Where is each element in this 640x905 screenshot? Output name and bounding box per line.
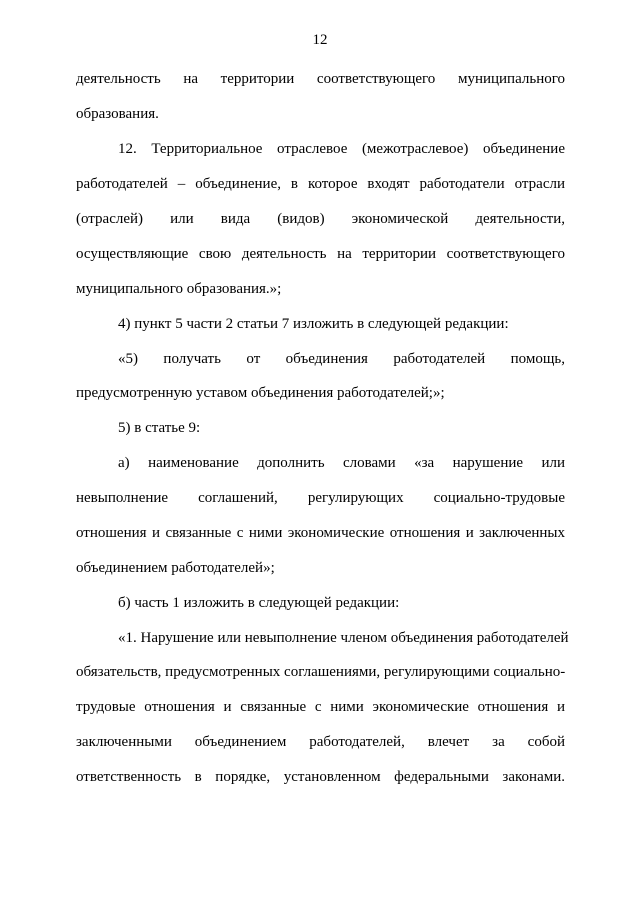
text-line: ответственность в порядке, установленном федеральными законами. xyxy=(76,769,565,785)
text-line: а) наименование дополнить словами «за нарушение или xyxy=(118,455,565,471)
text-line: (отраслей) или вида (видов) экономической деятельности, xyxy=(76,211,565,227)
text-line: объединением работодателей»; xyxy=(76,560,275,576)
text-line: 12. Территориальное отраслевое (межотраслевое) объединение xyxy=(118,141,565,157)
text-line: отношения и связанные с ними экономические отношения и заключенных xyxy=(76,525,565,541)
text-line: предусмотренную уставом объединения работодателей;»; xyxy=(76,385,445,401)
text-line: б) часть 1 изложить в следующей редакции: xyxy=(118,595,400,611)
text-line: 5) в статье 9: xyxy=(118,420,201,436)
text-line: образования. xyxy=(76,106,159,122)
text-line: осуществляющие свою деятельность на территории соответствующего xyxy=(76,246,565,262)
page-number: 12 xyxy=(312,32,328,48)
text-line: трудовые отношения и связанные с ними экономические отношения и xyxy=(76,699,565,715)
text-line: «1. Нарушение или невыполнение членом объединения работодателей xyxy=(118,630,569,646)
text-line: заключенными объединением работодателей, влечет за собой xyxy=(76,734,565,750)
text-line: невыполнение соглашений, регулирующих социально-трудовые xyxy=(76,490,565,506)
text-line: «5) получать от объединения работодателей помощь, xyxy=(118,351,565,367)
text-line: муниципального образования.»; xyxy=(76,281,282,297)
text-line: 4) пункт 5 части 2 статьи 7 изложить в следующей редакции: xyxy=(118,316,509,332)
text-line: деятельность на территории соответствующего муниципального xyxy=(76,71,565,87)
text-line: работодателей – объединение, в которое входят работодатели отрасли xyxy=(76,176,565,192)
text-line: обязательств, предусмотренных соглашениями, регулирующими социально- xyxy=(76,664,566,680)
